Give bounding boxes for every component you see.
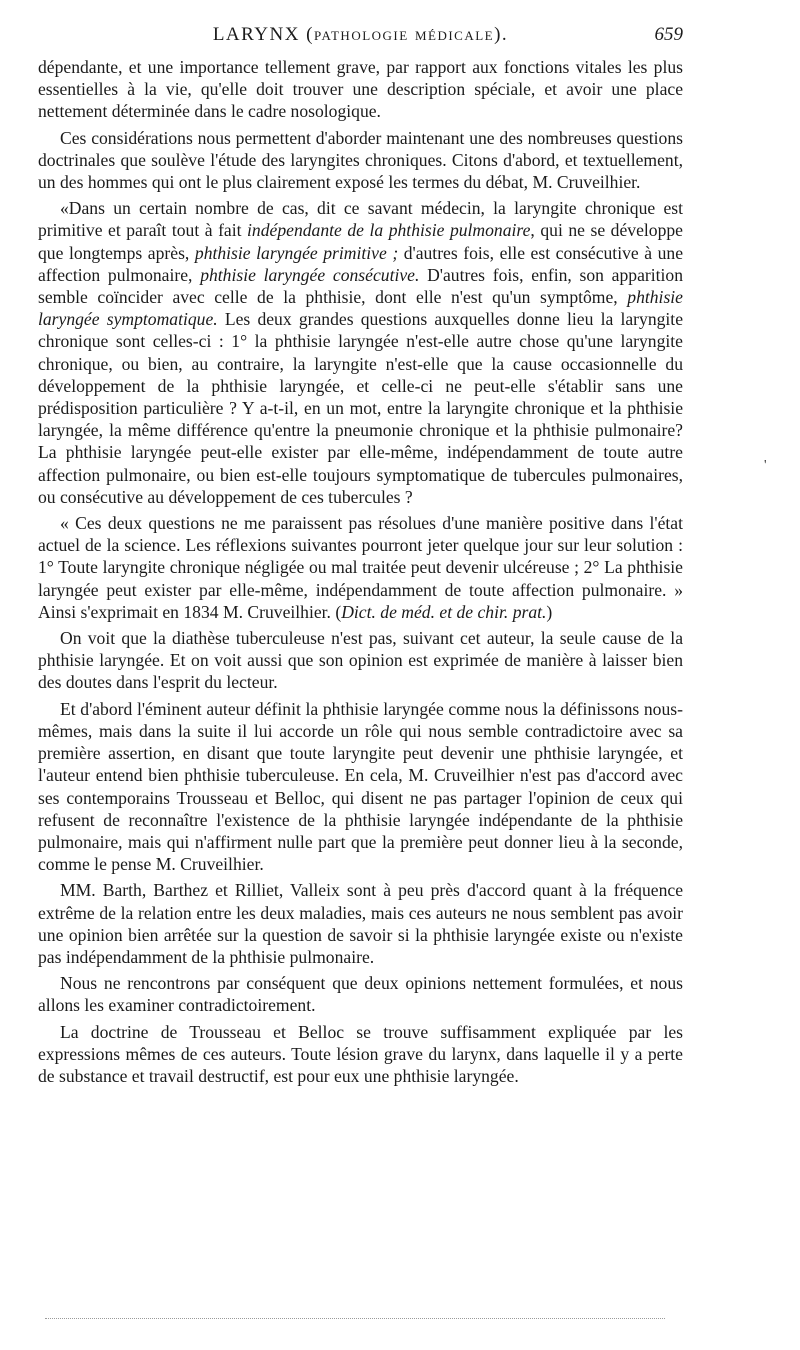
italic-text: Dict. de méd. et de chir. prat. (341, 601, 547, 622)
paragraph (38, 698, 683, 876)
paragraph (38, 197, 683, 508)
bottom-bleed-through-rule (45, 1318, 665, 1319)
running-title: LARYNX (pathologie médicale). (212, 24, 509, 45)
italic-text: phthisie laryngée symptomatique. (38, 287, 683, 330)
paragraph (38, 879, 683, 968)
text-run: « Ces deux questions ne me paraissent pas résolues d'une manière positive dans l'état actuel de la science. Les réflexions suivantes pourront jeter quelque jour sur leur solution : 1° Toute laryngite chronique négligée ou mal traitée peut devenir ulcéreuse ; 2° La phthisie laryngée peut exister par elle-même, indépendamment de toute affection pulmonaire. » Ainsi s'exprimait en 1834 M. Cruveilhier. ( (38, 513, 683, 622)
body-text (38, 56, 683, 1087)
paragraph (38, 972, 683, 1016)
italic-text: indépendante de la phthisie pulmonaire (247, 220, 531, 241)
text-run: ) (546, 601, 553, 622)
text-run: MM. Barth, Barthez et Rilliet, Valleix sont à peu près d'accord quant à la fréquence extrême de la relation entre les deux maladies, mais ces auteurs ne nous semblent pas avoir une opinion bien arrêtée sur la question de savoir si la phthisie laryngée existe ou n'existe pas indépendamment de la phthisie pulmonaire. (38, 880, 683, 967)
text-run: Ces considérations nous permettent d'aborder maintenant une des nombreuses questions doctrinales que soulève l'étude des laryngites chroniques. Citons d'abord, et textuellement, un des hommes qui ont le plus clairement exposé les termes du débat, M. Cruveilhier. (38, 127, 683, 193)
text-run: Et d'abord l'éminent auteur définit la phthisie laryngée comme nous la définissons nous-mêmes, mais dans la suite il lui accorde un rôle qui nous semble contradictoire avec sa première assertion, en disant que toute laryngite peut devenir une phthisie laryngée, et l'auteur entend bien phthisie tuberculeuse. En cela, M. Cruveilhier n'est pas d'accord avec ses contemporains Trousseau et Belloc, qui disent ne pas partager l'opinion de ceux qui refusent de reconnaître l'existence de la phthisie laryngée indépendante de la phthisie pulmonaire, mais qui n'affirment nulle part que la première peut donner lieu à la seconde, comme le pense M. Cruveilhier. (38, 698, 683, 875)
margin-speck: ' (764, 458, 767, 473)
paragraph (38, 627, 683, 694)
text-run: D'autres fois, enfin, son apparition semble coïncider avec celle de la phthisie, dont elle n'est qu'un symptôme, (38, 264, 683, 308)
page-header (38, 24, 683, 50)
paragraph (38, 56, 683, 123)
book-page (38, 24, 683, 1091)
page-number: 659 (654, 24, 683, 45)
paragraph (38, 127, 683, 194)
text-run: dépendante, et une importance tellement grave, par rapport aux fonctions vitales les plus essentielles à la vie, qu'elle doit trouver une description spéciale, et avoir une place nettement déterminée dans le cadre nosologique. (38, 57, 683, 122)
text-run: d'autres fois, elle est consécutive à une affection pulmonaire, (38, 242, 684, 285)
text-run: «Dans un certain nombre de cas, dit ce savant médecin, la laryngite chronique est primitive et paraît tout à fait (38, 198, 683, 241)
text-run: La doctrine de Trousseau et Belloc se trouve suffisamment expliquée par les expressions mêmes de ces auteurs. Toute lésion grave du larynx, dans laquelle il y a perte de substance et travail destructif, est pour eux une phthisie laryngée. (38, 1021, 683, 1086)
paragraph (38, 512, 683, 623)
text-run: Les deux grandes questions auxquelles donne lieu la laryngite chronique sont celles-ci : 1° la phthisie laryngée n'est-elle autre chose qu'une laryngite chronique, ou bien, au contraire, la laryngite n'est-elle que la cause occasionnelle du développement de la phthisie laryngée, et celle-ci ne peut-elle s'établir sans une prédisposition particulière ? Y a-t-il, en un mot, entre la laryngite chronique et la phthisie laryngée, la même différence qu'entre la pneumonie chronique et la phthisie pulmonaire? La phthisie laryngée peut-elle exister par elle-même, indépendamment de toute autre affection pulmonaire, ou bien est-elle toujours symptomatique de tubercules pulmonaires, ou consécutive au développement de ces tubercules ? (38, 309, 684, 507)
italic-text: phthisie laryngée primitive ; (194, 242, 399, 263)
text-run: Nous ne rencontrons par conséquent que deux opinions nettement formulées, et nous allons les examiner contradictoirement. (38, 973, 683, 1016)
italic-text: phthisie laryngée consécutive. (200, 264, 420, 285)
paragraph (38, 1021, 683, 1088)
text-run: , qui ne se développe que longtemps après, (38, 220, 683, 263)
text-run: On voit que la diathèse tuberculeuse n'est pas, suivant cet auteur, la seule cause de la phthisie laryngée. Et on voit aussi que son opinion est exprimée de manière à laisser bien des doutes dans l'esprit du lecteur. (38, 628, 683, 693)
